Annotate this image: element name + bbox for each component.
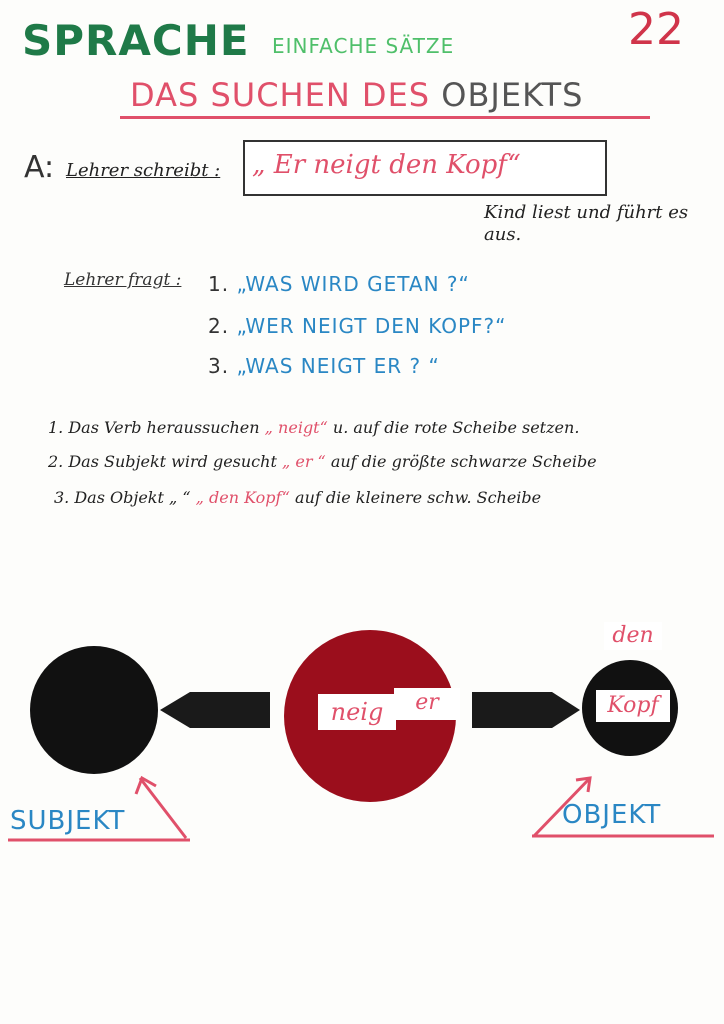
child-note: Kind liest und führt es aus. [484, 202, 689, 245]
heading-underline [120, 116, 650, 119]
page-subtitle: EINFACHE SÄTZE [272, 34, 455, 58]
subject-disc [30, 646, 158, 774]
step-2 [48, 452, 597, 471]
teacher-writes-label: Lehrer schreibt : [66, 160, 221, 181]
step-suffix: u. auf die rote Scheibe setzen. [327, 418, 580, 437]
page-number: 22 [628, 4, 684, 55]
object-label: OBJEKT [562, 800, 662, 830]
page-title: SPRACHE [22, 16, 250, 65]
step-3 [54, 488, 541, 507]
question-number: 2. [208, 314, 230, 338]
section-a-label: A: [24, 150, 55, 185]
question-text: „WAS WIRD GETAN ?“ [236, 272, 470, 296]
step-highlight: „ den Kopf“ [195, 488, 290, 507]
question-2 [208, 314, 507, 338]
step-prefix: 3. Das Objekt „ “ [54, 488, 196, 507]
question-text: „WER NEIGT DEN KOPF?“ [236, 314, 507, 338]
teacher-asks-label: Lehrer fragt : [64, 270, 182, 290]
question-number: 3. [208, 354, 230, 378]
step-prefix: 1. Das Verb heraussuchen [48, 418, 265, 437]
step-highlight: „ neigt“ [264, 418, 328, 437]
object-card: Kopf [596, 690, 670, 722]
left-arrow-icon [160, 690, 272, 730]
step-prefix: 2. Das Subjekt wird gesucht [48, 452, 282, 471]
step-suffix: auf die größte schwarze Scheibe [325, 452, 597, 471]
right-arrow-icon [470, 690, 582, 730]
question-text: „WAS NEIGT ER ? “ [236, 354, 440, 378]
question-3 [208, 354, 440, 378]
question-number: 1. [208, 272, 230, 296]
step-highlight: „ er “ [281, 452, 326, 471]
subject-label: SUBJEKT [10, 806, 126, 836]
step-1 [48, 418, 579, 437]
sentence-text: „ Er neigt den Kopf“ [252, 150, 521, 180]
question-1 [208, 272, 470, 296]
heading-text-part2: OBJEKTS [441, 76, 584, 114]
section-heading [130, 76, 583, 114]
subject-card: er [394, 688, 460, 720]
verb-card: neig [318, 694, 396, 730]
step-suffix: auf die kleinere schw. Scheibe [289, 488, 542, 507]
heading-text-part1: DAS SUCHEN DES [130, 76, 442, 114]
object-top-card: den [604, 622, 662, 650]
